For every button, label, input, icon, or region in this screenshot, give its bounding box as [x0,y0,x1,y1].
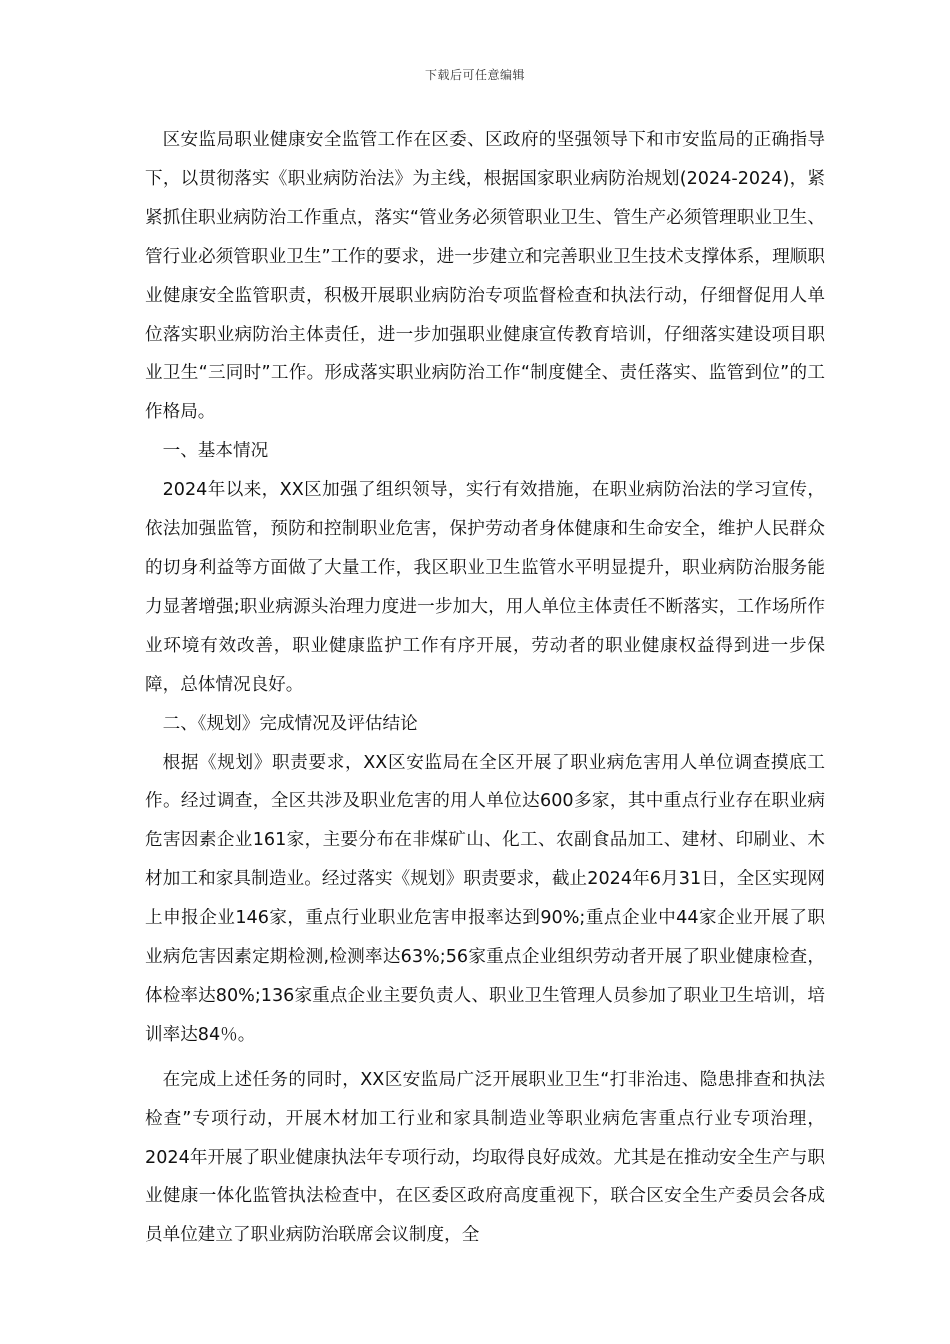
basic-situation-paragraph: 2024年以来，XX区加强了组织领导，实行有效措施，在职业病防治法的学习宣传，依法加强监管，预防和控制职业危害，保护劳动者身体健康和生命安全，维护人民群众的切身利益等方面做了大量工作，我区职业卫生监管水平明显提升，职业病防治服务能力显著增强;职业病源头治理力度进一步加大，用人单位主体责任不断落实，工作场所作业环境有效改善，职业健康监护工作有序开展，劳动者的职业健康权益得到进一步保障，总体情况良好。 [145,480,825,695]
intro-paragraph: 区安监局职业健康安全监管工作在区委、区政府的坚强领导下和市安监局的正确指导下，以贯彻落实《职业病防治法》为主线，根据国家职业病防治规划(2024-2024)，紧紧抓住职业病防治工作重点，落实“管业务必须管职业卫生、管生产必须管理职业卫生、管行业必须管职业卫生”工作的要求，进一步建立和完善职业卫生技术支撑体系，理顺职业健康安全监管职责，积极开展职业病防治专项监督检查和执法行动，仔细督促用人单位落实职业病防治主体责任，进一步加强职业健康宣传教育培训，仔细落实建设项目职业卫生“三同时”工作。形成落实职业病防治工作“制度健全、责任落实、监管到位”的工作格局。 [145,130,825,423]
plan-completion-paragraph: 根据《规划》职责要求，XX区安监局在全区开展了职业病危害用人单位调查摸底工作。经过调查，全区共涉及职业危害的用人单位达600多家，其中重点行业存在职业病危害因素企业161家，主要分布在非煤矿山、化工、农副食品加工、建材、印刷业、木材加工和家具制造业。经过落实《规划》职责要求，截止2024年6月31日，全区实现网上申报企业146家，重点行业职业危害申报率达到90%;重点企业中44家企业开展了职业病危害因素定期检测,检测率达63%;56家重点企业组织劳动者开展了职业健康检查，体检率达80%;136家重点企业主要负责人、职业卫生管理人员参加了职业卫生培训，培训率达84％。 [145,752,826,1045]
section-heading-basic-situation: 一、基本情况 [162,441,269,462]
section-heading-plan-completion: 二、《规划》完成情况及评估结论 [162,713,418,734]
document-body [145,121,825,1255]
page-header-note: 下载后可任意编辑 [424,68,525,82]
special-actions-paragraph: 在完成上述任务的同时，XX区安监局广泛开展职业卫生“打非治违、隐患排查和执法检查”专项行动，开展木材加工行业和家具制造业等职业病危害重点行业专项治理，2024年开展了职业健康执法年专项行动，均取得良好成效。尤其是在推动安全生产与职业健康一体化监管执法检查中，在区委区政府高度重视下，联合区安全生产委员会各成员单位建立了职业病防治联席会议制度，全 [145,1069,825,1246]
